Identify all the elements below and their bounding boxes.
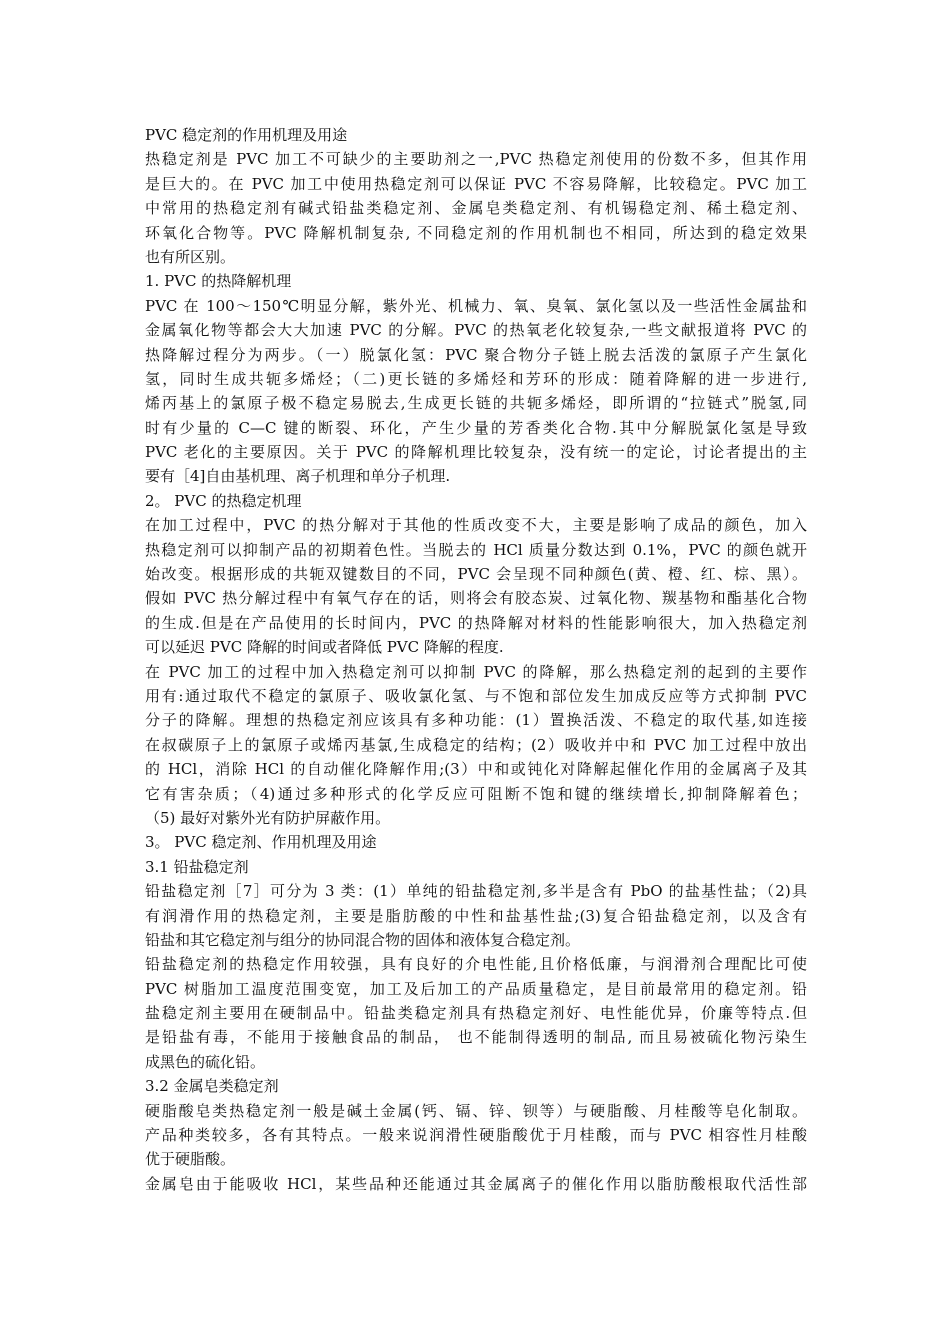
paragraph-line: 产品种类较多，各有其特点。一般来说润滑性硬脂酸优于月桂酸，而与 PVC 相容性月桂酸	[145, 1126, 807, 1145]
paragraph-line: PVC 树脂加工温度范围变宽，加工及后加工的产品质量稳定，是目前最常用的稳定剂。铅	[145, 979, 807, 998]
paragraph-line: 盐稳定剂主要用在硬制品中。铅盐类稳定剂具有热稳定剂好、电性能优异，价廉等特点.但	[145, 1004, 807, 1023]
paragraph-line: 的生成.但是在产品使用的长时间内，PVC 的热降解对材料的性能影响很大，加入热稳定剂	[145, 613, 807, 632]
section-heading: 3。 PVC 稳定剂、作用机理及用途	[145, 833, 377, 852]
paragraph-line: （5) 最好对紫外光有防护屏蔽作用。	[145, 808, 391, 827]
paragraph-line: 有润滑作用的热稳定剂，主要是脂肪酸的中性和盐基性盐;(3)复合铅盐稳定剂，以及含有	[145, 906, 807, 925]
section-heading: 2。 PVC 的热稳定机理	[145, 491, 302, 510]
paragraph-line: 硬脂酸皂类热稳定剂一般是碱土金属(钙、镉、锌、钡等）与硬脂酸、月桂酸等皂化制取。	[145, 1101, 807, 1120]
paragraph-line: 铅盐和其它稳定剂与组分的协同混合物的固体和液体复合稳定剂。	[145, 930, 581, 949]
paragraph-line: 在加工过程中，PVC 的热分解对于其他的性质改变不大，主要是影响了成品的颜色，加入	[145, 516, 807, 535]
paragraph-line: 分子的降解。理想的热稳定剂应该具有多种功能：(1）置换活泼、不稳定的取代基,如连接	[145, 711, 807, 730]
paragraph-line: 在叔碳原子上的氯原子或烯丙基氯,生成稳定的结构；(2）吸收并中和 PVC 加工过程中放出	[145, 735, 807, 754]
paragraph-line: 热降解过程分为两步。（一）脱氯化氢：PVC 聚合物分子链上脱去活泼的氯原子产生氯化	[145, 345, 807, 364]
paragraph-line: 铅盐稳定剂的热稳定作用较强，具有良好的介电性能,且价格低廉，与润滑剂合理配比可使	[145, 955, 807, 974]
paragraph-line: 成黑色的硫化铅。	[145, 1052, 266, 1071]
paragraph-line: 优于硬脂酸。	[145, 1150, 236, 1169]
paragraph-line: PVC 在 100～150℃明显分解，紫外光、机械力、氧、臭氧、氯化氢以及一些活性金属盐和	[145, 296, 807, 315]
paragraph-line: 它有害杂质；（4)通过多种形式的化学反应可阻断不饱和键的继续增长,抑制降解着色；	[145, 784, 807, 803]
paragraph-line: 金属皂由于能吸收 HCl，某些品种还能通过其金属离子的催化作用以脂肪酸根取代活性部	[145, 1174, 807, 1193]
paragraph-line: PVC 老化的主要原因。关于 PVC 的降解机理比较复杂，没有统一的定论，讨论者提出的主	[145, 443, 807, 462]
paragraph-line: 也有所区别。	[145, 247, 236, 266]
paragraph-line: 氢，同时生成共轭多烯烃；（二)更长链的多烯烃和芳环的形成：随着降解的进一步进行,	[145, 369, 807, 388]
document-body	[145, 123, 807, 1196]
subsection-heading: 3.2 金属皂类稳定剂	[145, 1077, 279, 1096]
paragraph-line: 可以延迟 PVC 降解的时间或者降低 PVC 降解的程度.	[145, 638, 504, 657]
paragraph-line: 环氧化合物等。PVC 降解机制复杂, 不同稳定剂的作用机制也不相同，所达到的稳定效果	[145, 223, 807, 242]
paragraph-line: 假如 PVC 热分解过程中有氧气存在的话，则将会有胶态炭、过氧化物、羰基物和酯基化合物	[145, 589, 807, 608]
section-heading: 1. PVC 的热降解机理	[145, 272, 292, 291]
paragraph-line: 始改变。根据形成的共轭双键数目的不同，PVC 会呈现不同种颜色(黄、橙、红、棕、黑）。	[145, 565, 807, 584]
paragraph-line: 时有少量的 C—C 键的断裂、环化，产生少量的芳香类化合物.其中分解脱氯化氢是导致	[145, 418, 807, 437]
paragraph-line: 要有［4]自由基机理、离子机理和单分子机理.	[145, 467, 451, 486]
paragraph-line: 的 HCl，消除 HCl 的自动催化降解作用;(3）中和或钝化对降解起催化作用的金属离子及其	[145, 760, 807, 779]
paragraph-line: 是铅盐有毒，不能用于接触食品的制品， 也不能制得透明的制品, 而且易被硫化物污染生	[145, 1028, 807, 1047]
paragraph-line: 铅盐稳定剂［7］可分为 3 类：(1）单纯的铅盐稳定剂,多半是含有 PbO 的盐基性盐；（2)具	[145, 882, 807, 901]
paragraph-line: 用有:通过取代不稳定的氯原子、吸收氯化氢、与不饱和部位发生加成反应等方式抑制 PVC	[145, 686, 807, 705]
paragraph-line: 烯丙基上的氯原子极不稳定易脱去,生成更长链的共轭多烯烃，即所谓的“拉链式”脱氢,同	[145, 394, 807, 413]
paragraph-line: 是巨大的。在 PVC 加工中使用热稳定剂可以保证 PVC 不容易降解，比较稳定。PVC 加工	[145, 174, 807, 193]
paragraph-line: 热稳定剂可以抑制产品的初期着色性。当脱去的 HCl 质量分数达到 0.1%，PVC 的颜色就开	[145, 540, 807, 559]
subsection-heading: 3.1 铅盐稳定剂	[145, 857, 249, 876]
paragraph-line: 在 PVC 加工的过程中加入热稳定剂可以抑制 PVC 的降解，那么热稳定剂的起到的主要作	[145, 662, 807, 681]
paragraph-line: 热稳定剂是 PVC 加工不可缺少的主要助剂之一,PVC 热稳定剂使用的份数不多，但其作用	[145, 150, 807, 169]
document-title: PVC 稳定剂的作用机理及用途	[145, 126, 348, 144]
paragraph-line: 中常用的热稳定剂有碱式铅盐类稳定剂、金属皂类稳定剂、有机锡稳定剂、稀土稳定剂、	[145, 199, 807, 218]
paragraph-line: 金属氧化物等都会大大加速 PVC 的分解。PVC 的热氧老化较复杂,一些文献报道将 PVC 的	[145, 321, 807, 340]
